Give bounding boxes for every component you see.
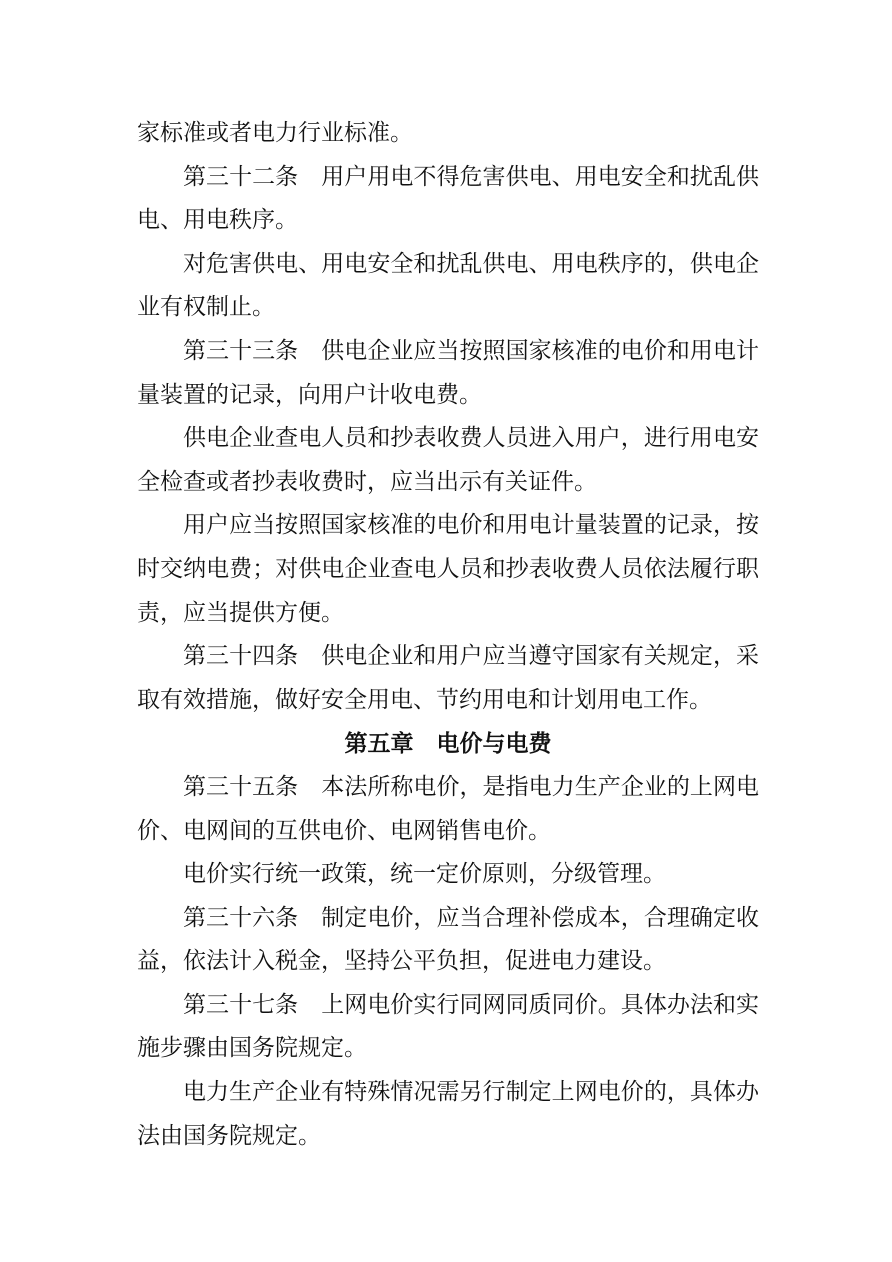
article-35-paragraph-2 [137,853,759,897]
paragraph-text: 电价实行统一政策，统一定价原则，分级管理。 [183,861,666,888]
paragraph-text: 供电企业应当按照国家核准的电价和用电计量装置的记录，向用户计收电费。 [137,337,760,408]
paragraph-text: 电力生产企业有特殊情况需另行制定上网电价的，具体办法由国务院规定。 [137,1079,759,1149]
article-34-paragraph [137,635,759,722]
article-32-paragraph-2 [137,243,759,330]
article-number: 第三十七条 [183,991,299,1018]
paragraph-text: 上网电价实行同网同质同价。具体办法和实施步骤由国务院规定。 [137,991,760,1062]
paragraph-text: 本法所称电价，是指电力生产企业的上网电价、电网间的互供电价、电网销售电价。 [137,773,760,844]
paragraph-text: 用户用电不得危害供电、用电安全和扰乱供电、用电秩序。 [137,163,760,234]
paragraph-text: 供电企业查电人员和抄表收费人员进入用户，进行用电安全检查或者抄表收费时，应当出示有关证件。 [137,425,759,495]
article-32-paragraph [137,156,759,243]
paragraph-text: 制定电价，应当合理补偿成本，合理确定收益，依法计入税金，坚持公平负担，促进电力建设。 [137,904,760,975]
article-number: 第三十四条 [183,643,299,670]
article-number: 第三十二条 [183,163,299,190]
chapter-title: 电价与电费 [436,730,552,758]
article-33-paragraph-3 [137,504,759,635]
article-35-paragraph [137,766,759,853]
article-number: 第三十六条 [183,904,299,931]
paragraph-text: 供电企业和用户应当遵守国家有关规定，采取有效措施，做好安全用电、节约用电和计划用电工作。 [137,643,760,713]
article-33-paragraph-2 [137,417,759,504]
paragraph-text: 对危害供电、用电安全和扰乱供电、用电秩序的，供电企业有权制止。 [137,250,759,321]
chapter-heading [137,722,759,766]
document-body [137,112,759,1158]
article-37-paragraph [137,984,759,1071]
article-number: 第三十五条 [183,773,299,800]
article-33-paragraph [137,330,759,417]
article-number: 第三十三条 [183,337,299,364]
article-37-paragraph-2 [137,1071,759,1158]
paragraph-continuation [137,112,759,156]
paragraph-text: 用户应当按照国家核准的电价和用电计量装置的记录，按时交纳电费；对供电企业查电人员和抄表收费人员依法履行职责，应当提供方便。 [137,512,759,626]
chapter-number: 第五章 [344,730,414,758]
article-36-paragraph [137,897,759,984]
paragraph-text: 家标准或者电力行业标准。 [137,120,413,146]
